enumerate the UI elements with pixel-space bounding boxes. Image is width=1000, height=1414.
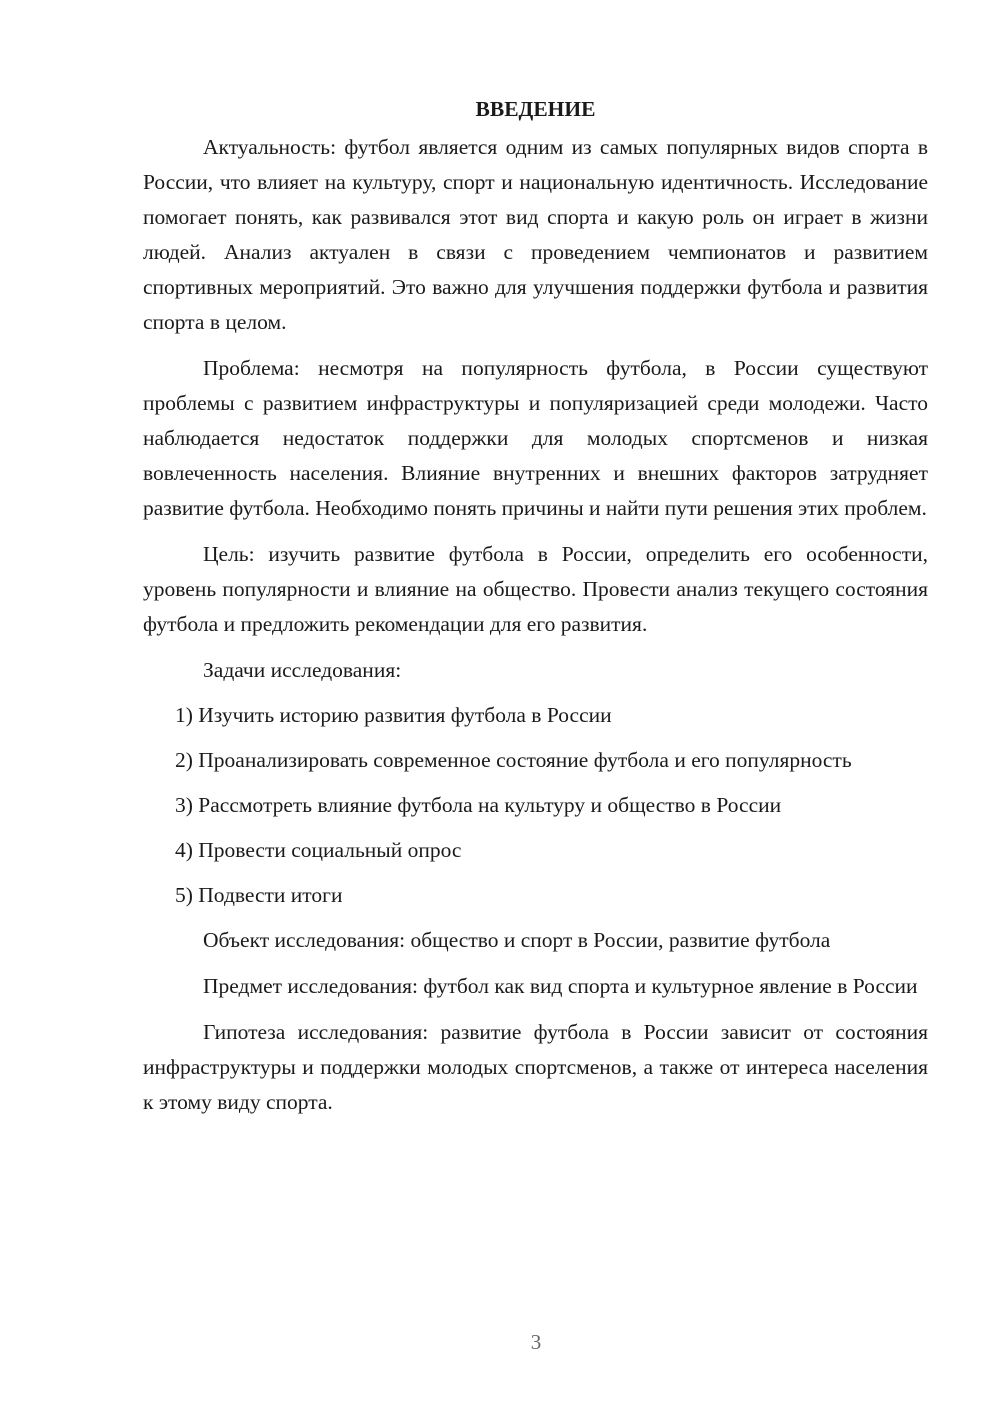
object-paragraph: Объект исследования: общество и спорт в России, развитие футбола xyxy=(203,928,831,952)
page-title: ВВЕДЕНИЕ xyxy=(475,97,596,121)
goal-paragraph: Цель: изучить развитие футбола в России, определить его особенности, уровень популярности и влияние на общество. Провести анализ текущего состояния футбола и предложить рекомендации для его развития. xyxy=(143,542,928,636)
task-item: 5) Подвести итоги xyxy=(175,883,343,907)
task-item: 2) Проанализировать современное состояние футбола и его популярность xyxy=(175,748,852,772)
document-page xyxy=(143,92,928,1131)
relevance-paragraph: Актуальность: футбол является одним из самых популярных видов спорта в России, что влияет на культуру, спорт и национальную идентичность. Исследование помогает понять, как развивался этот вид спорта и какую роль он играет в жизни людей. Анализ актуален в связи с проведением чемпионатов и развитием спортивных мероприятий. Это важно для улучшения поддержки футбола и развития спорта в целом. xyxy=(143,135,928,334)
task-item: 1) Изучить историю развития футбола в России xyxy=(175,703,612,727)
page-number: 3 xyxy=(530,1330,542,1354)
task-item: 3) Рассмотреть влияние футбола на культуру и общество в России xyxy=(175,793,782,817)
subject-paragraph: Предмет исследования: футбол как вид спорта и культурное явление в России xyxy=(203,974,918,998)
problem-paragraph: Проблема: несмотря на популярность футбола, в России существуют проблемы с развитием инфраструктуры и популяризацией среди молодежи. Часто наблюдается недостаток поддержки для молодых спортсменов и низкая вовлеченность населения. Влияние внутренних и внешних факторов затрудняет развитие футбола. Необходимо понять причины и найти пути решения этих проблем. xyxy=(143,356,928,520)
task-item: 4) Провести социальный опрос xyxy=(175,838,462,862)
hypothesis-paragraph: Гипотеза исследования: развитие футбола в России зависит от состояния инфраструктуры и поддержки молодых спортсменов, а также от интереса населения к этому виду спорта. xyxy=(143,1020,928,1114)
tasks-heading: Задачи исследования: xyxy=(203,658,402,682)
